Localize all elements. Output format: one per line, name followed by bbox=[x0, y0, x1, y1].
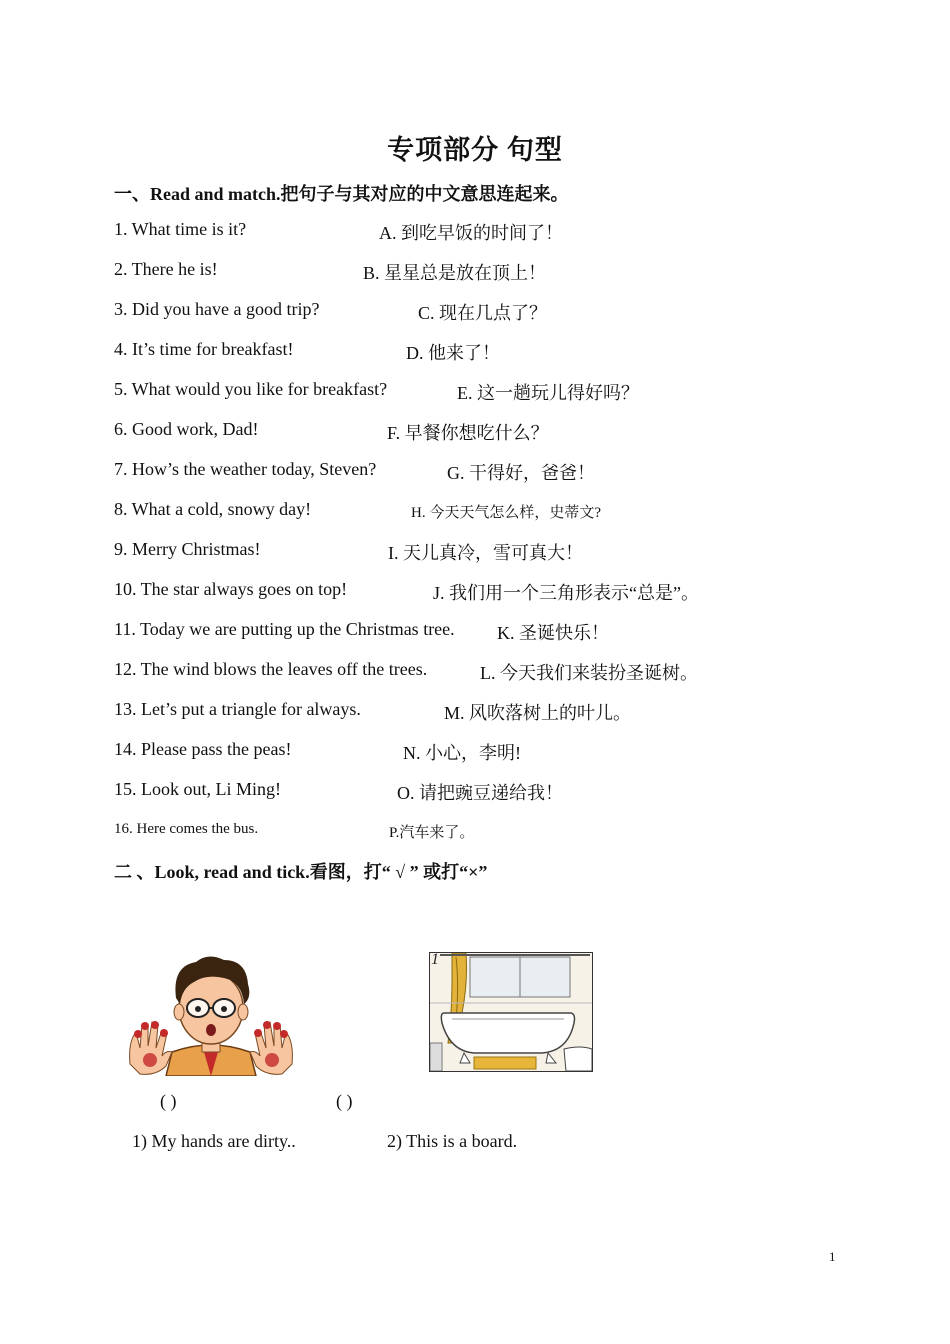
english-sentence: 2. There he is! bbox=[114, 259, 218, 279]
english-sentence: 4. It’s time for breakfast! bbox=[114, 339, 294, 359]
chinese-meaning: N. 小心，李明! bbox=[403, 743, 521, 763]
english-sentence: 13. Let’s put a triangle for always. bbox=[114, 699, 361, 719]
match-row bbox=[114, 579, 874, 605]
chinese-meaning: O. 请把豌豆递给我！ bbox=[397, 783, 563, 803]
chinese-meaning: H. 今天天气怎么样，史蒂文? bbox=[411, 505, 601, 521]
match-row bbox=[114, 339, 874, 365]
english-sentence: 12. The wind blows the leaves off the trees. bbox=[114, 659, 428, 679]
chinese-meaning: K. 圣诞快乐！ bbox=[497, 623, 609, 643]
answer-blank[interactable]: ( ) bbox=[160, 1091, 177, 1111]
chinese-meaning: F. 早餐你想吃什么？ bbox=[387, 423, 549, 443]
chinese-meaning: J. 我们用一个三角形表示“总是”。 bbox=[433, 583, 699, 603]
section-2-heading: 二 、Look, read and tick.看图，打“ √ ” 或打“×” bbox=[114, 862, 488, 882]
page-number: 1 bbox=[829, 1249, 836, 1264]
english-sentence: 8. What a cold, snowy day! bbox=[114, 499, 312, 519]
english-sentence: 16. Here comes the bus. bbox=[114, 821, 259, 837]
match-row bbox=[114, 821, 874, 847]
english-sentence: 15. Look out, Li Ming! bbox=[114, 779, 281, 799]
english-sentence: 5. What would you like for breakfast? bbox=[114, 379, 388, 399]
bathtub-illustration bbox=[429, 952, 593, 1072]
chinese-meaning: D. 他来了！ bbox=[406, 343, 500, 363]
chinese-meaning: C. 现在几点了？ bbox=[418, 303, 548, 323]
chinese-meaning: I. 天儿真冷，雪可真大！ bbox=[388, 543, 583, 563]
picture-label: 1 bbox=[431, 952, 439, 968]
chinese-meaning: L. 今天我们来装扮圣诞树。 bbox=[480, 663, 698, 683]
english-sentence: 11. Today we are putting up the Christmas tree. bbox=[114, 619, 455, 639]
english-sentence: 7. How’s the weather today, Steven? bbox=[114, 459, 377, 479]
match-row bbox=[114, 419, 874, 445]
chinese-meaning: B. 星星总是放在顶上！ bbox=[363, 263, 547, 283]
match-row bbox=[114, 259, 874, 285]
page-title: 专项部分 句型 bbox=[387, 135, 563, 165]
chinese-meaning: G. 干得好，爸爸！ bbox=[447, 463, 595, 483]
chinese-meaning: A. 到吃早饭的时间了！ bbox=[379, 223, 563, 243]
statement-1: 1) My hands are dirty.. bbox=[132, 1131, 296, 1151]
chinese-meaning: M. 风吹落树上的叶儿。 bbox=[444, 703, 632, 723]
match-row bbox=[114, 501, 874, 527]
english-sentence: 14. Please pass the peas! bbox=[114, 739, 292, 759]
match-row bbox=[114, 299, 874, 325]
boy-dirty-hands-illustration bbox=[126, 952, 296, 1076]
match-row bbox=[114, 779, 874, 805]
match-row bbox=[114, 539, 874, 565]
match-row bbox=[114, 659, 874, 685]
answer-blank[interactable]: ( ) bbox=[336, 1091, 353, 1111]
english-sentence: 6. Good work, Dad! bbox=[114, 419, 259, 439]
english-sentence: 1. What time is it? bbox=[114, 219, 247, 239]
chinese-meaning: E. 这一趟玩儿得好吗？ bbox=[457, 383, 639, 403]
english-sentence: 10. The star always goes on top! bbox=[114, 579, 348, 599]
match-row bbox=[114, 739, 874, 765]
english-sentence: 9. Merry Christmas! bbox=[114, 539, 261, 559]
chinese-meaning: P.汽车来了。 bbox=[389, 825, 475, 841]
match-row bbox=[114, 219, 874, 245]
match-row bbox=[114, 699, 874, 725]
match-row bbox=[114, 379, 874, 405]
match-row bbox=[114, 619, 874, 645]
statement-2: 2) This is a board. bbox=[387, 1131, 518, 1151]
match-row bbox=[114, 459, 874, 485]
section-1-heading: 一、Read and match.把句子与其对应的中文意思连起来。 bbox=[114, 184, 569, 204]
english-sentence: 3. Did you have a good trip? bbox=[114, 299, 320, 319]
